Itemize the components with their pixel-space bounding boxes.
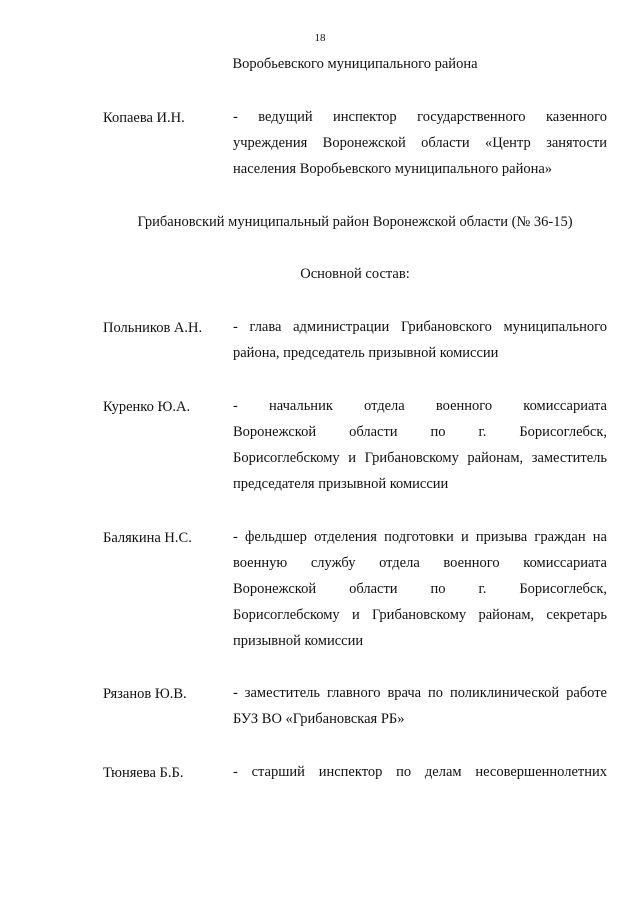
role-line: призывной комиссии: [233, 633, 364, 649]
role-line: Воронежской области по г. Борисоглебск,: [233, 424, 607, 440]
role-line: населения Воробьевского муниципального района»: [233, 161, 553, 177]
role-line: председателя призывной комиссии: [233, 476, 449, 492]
role-line: - начальник отдела военного комиссариата: [233, 398, 607, 414]
member-name: Балякина Н.С.: [103, 530, 192, 546]
member-name: Рязанов Ю.В.: [103, 686, 187, 702]
role-line: - старший инспектор по делам несовершеннолетних: [233, 764, 607, 780]
member-name: Тюняева Б.Б.: [103, 765, 184, 781]
member-name: Куренко Ю.А.: [103, 399, 191, 415]
member-role: [233, 680, 607, 732]
role-line: Борисоглебскому и Грибановскому районам, секретарь: [233, 607, 607, 623]
member-name: Польников А.Н.: [103, 320, 203, 336]
member-role: [233, 104, 607, 182]
member-role: [233, 393, 607, 497]
member-role: [233, 759, 607, 785]
role-line: - фельдшер отделения подготовки и призыва граждан на: [233, 529, 607, 545]
role-line: военную службу отдела военного комиссариата: [233, 555, 607, 571]
member-name: Копаева И.Н.: [103, 110, 185, 126]
role-line: учреждения Воронежской области «Центр занятости: [233, 135, 607, 151]
continuation-line: Воробьевского муниципального района: [232, 56, 478, 72]
role-line: - ведущий инспектор государственного казенного: [233, 109, 607, 125]
member-role: [233, 314, 607, 366]
member-role: [233, 524, 607, 654]
role-line: района, председатель призывной комиссии: [233, 345, 499, 361]
role-line: - глава администрации Грибановского муниципального: [233, 319, 607, 335]
role-line: Борисоглебскому и Грибановскому районам, заместитель: [233, 450, 607, 466]
role-line: - заместитель главного врача по поликлинической работе: [233, 685, 607, 701]
role-line: БУЗ ВО «Грибановская РБ»: [233, 711, 405, 727]
subsection-title: Основной состав:: [300, 266, 410, 282]
section-title: Грибановский муниципальный район Воронежской области (№ 36-15): [137, 214, 573, 230]
role-line: Воронежской области по г. Борисоглебск,: [233, 581, 607, 597]
page-number: 18: [314, 32, 326, 44]
